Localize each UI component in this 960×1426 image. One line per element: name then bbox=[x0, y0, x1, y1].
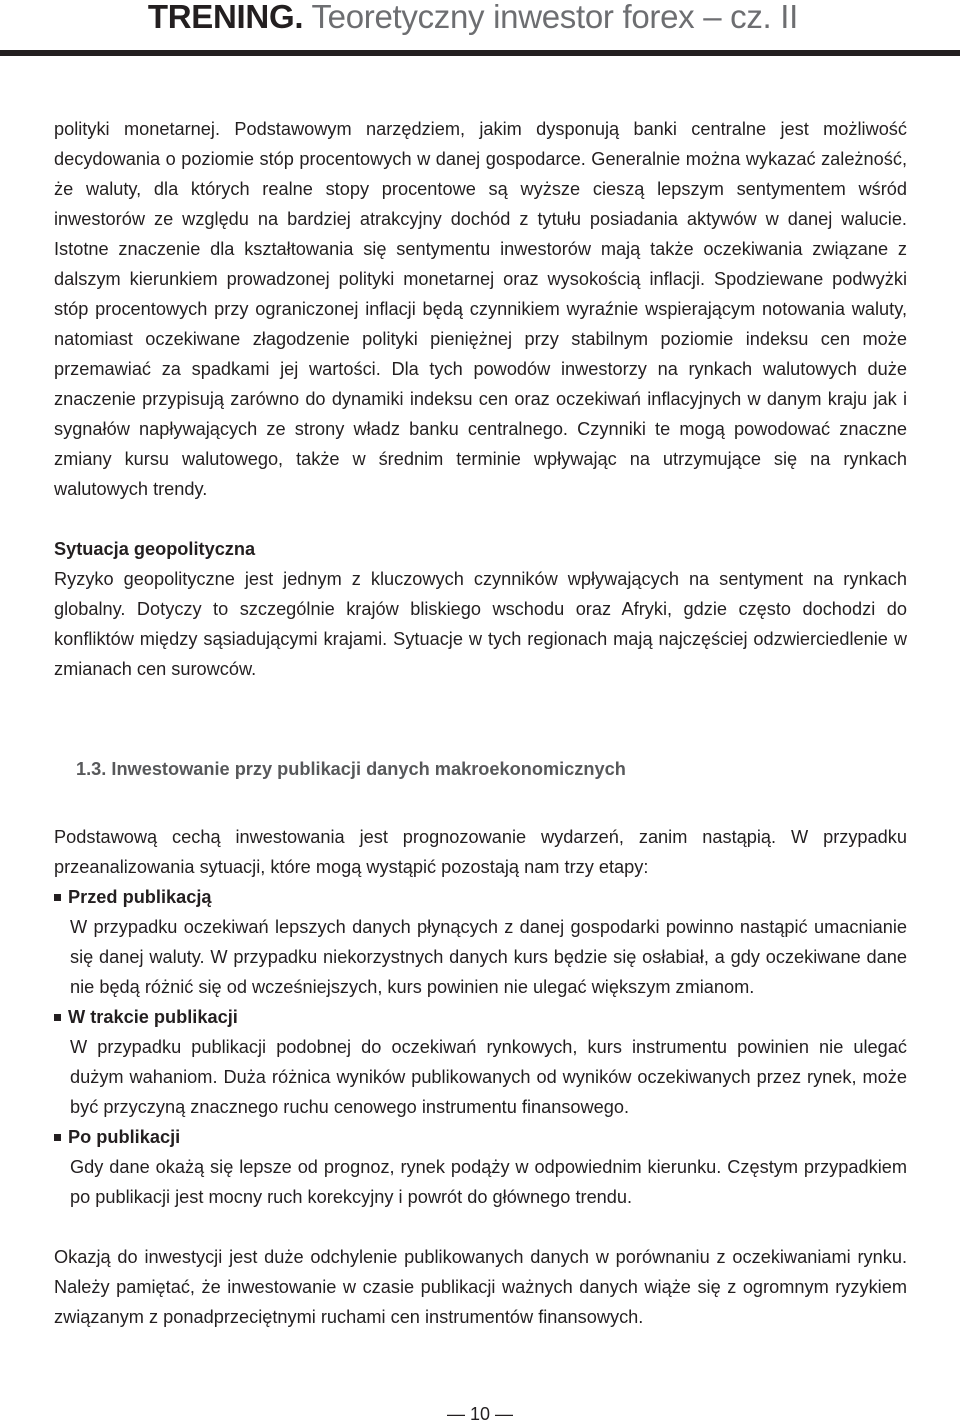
bullet-square-icon bbox=[54, 1134, 61, 1141]
list-item bbox=[54, 1002, 907, 1122]
chapter-heading: 1.3. Inwestowanie przy publikacji danych makroekonomicznych bbox=[76, 759, 626, 779]
document-title-bold: TRENING. bbox=[147, 0, 304, 35]
stage-description: W przypadku oczekiwań lepszych danych płynących z danej gospodarki powinno nastąpić umacnianie się danej waluty. W przypadku niekorzystnych danych kurs będzie się osłabiał, a gdy oczekiwane dane nie będą różnić się od wcześniejszych, kurs powinien nie ulegać większym zmianom. bbox=[70, 917, 907, 997]
list-item bbox=[54, 882, 907, 1002]
stage-title-text: Przed publikacją bbox=[68, 887, 212, 907]
stage-title bbox=[54, 882, 907, 912]
page-number: — 10 — bbox=[446, 1404, 514, 1424]
list-item bbox=[54, 1122, 907, 1212]
stage-description: Gdy dane okażą się lepsze od prognoz, rynek podąży w odpowiednim kierunku. Częstym przypadkiem po publikacji jest mocny ruch korekcyjny i powrót do głównego trendu. bbox=[70, 1157, 907, 1207]
stage-title bbox=[54, 1122, 907, 1152]
bullet-square-icon bbox=[54, 1014, 61, 1021]
stage-title-text: W trakcie publikacji bbox=[68, 1007, 238, 1027]
bullet-square-icon bbox=[54, 894, 61, 901]
page-content bbox=[54, 114, 907, 1332]
stages-list bbox=[54, 882, 907, 1212]
paragraph-intro: Podstawową cechą inwestowania jest prognozowanie wydarzeń, zanim nastąpią. W przypadku przeanalizowania sytuacji, które mogą wystąpić pozostają nam trzy etapy: bbox=[54, 827, 907, 877]
paragraph-monetary-policy: polityki monetarnej. Podstawowym narzędziem, jakim dysponują banki centralne jest możliwość decydowania o poziomie stóp procentowych w danej gospodarce. Generalnie można wykazać zależność, że waluty, dla których realne stopy procentowe są wyższe cieszą lepszym sentymentem wśród inwestorów ze względu na bardziej atrakcyjny dochód z tytułu posiadania aktywów w danej walucie. Istotne znaczenie dla kształtowania się sentymentu inwestorów mają także oczekiwania związane z dalszym kierunkiem prowadzonej polityki monetarnej oraz wysokością inflacji. Spodziewane podwyżki stóp procentowych przy ograniczonej inflacji będą czynnikiem wyraźnie wspierającym notowania waluty, natomiast oczekiwane złagodzenie polityki pieniężnej przy stabilnym poziomie indeksu cen może przemawiać za spadkami jej wartości. Dla tych powodów inwestorzy na rynkach walutowych duże znaczenie przypisują zarówno do dynamiki indeksu cen oraz oczekiwań inflacyjnych w danym kraju jak i sygnałów napływających ze strony władz banku centralnego. Czynniki te mogą powodować znaczne zmiany kursu walutowego, także w średnim terminie wpływając na utrzymujące się na rynkach walutowych trendy. bbox=[54, 119, 907, 499]
stage-title-text: Po publikacji bbox=[68, 1127, 181, 1147]
stage-description: W przypadku publikacji podobnej do oczekiwań rynkowych, kurs instrumentu powinien nie ulegać dużym wahaniom. Duża różnica wyników publikowanych od wyników oczekiwanych przez rynek, może być przyczyną znacznego ruchu cenowego instrumentu finansowego. bbox=[70, 1037, 907, 1117]
document-title bbox=[148, 0, 798, 36]
section-heading-geopolitics: Sytuacja geopolityczna bbox=[54, 539, 256, 559]
header-rule bbox=[0, 50, 960, 56]
paragraph-geopolitics: Ryzyko geopolityczne jest jednym z kluczowych czynników wpływających na sentyment na rynkach globalny. Dotyczy to szczególnie krajów bliskiego wschodu oraz Afryki, gdzie często dochodzi do konfliktów między sąsiadującymi krajami. Sytuacje w tych regionach mają najczęściej odzwierciedlenie w zmianach cen surowców. bbox=[54, 569, 907, 679]
stage-title bbox=[54, 1002, 907, 1032]
document-title-subtitle: Teoretyczny inwestor forex – cz. II bbox=[303, 0, 798, 35]
paragraph-closing: Okazją do inwestycji jest duże odchylenie publikowanych danych w porównaniu z oczekiwaniami rynku. Należy pamiętać, że inwestowanie w czasie publikacji ważnych danych wiąże się z ogromnym ryzykiem związanym z ponadprzeciętnymi ruchami cen instrumentów finansowych. bbox=[54, 1247, 907, 1327]
page-header bbox=[0, 0, 960, 58]
